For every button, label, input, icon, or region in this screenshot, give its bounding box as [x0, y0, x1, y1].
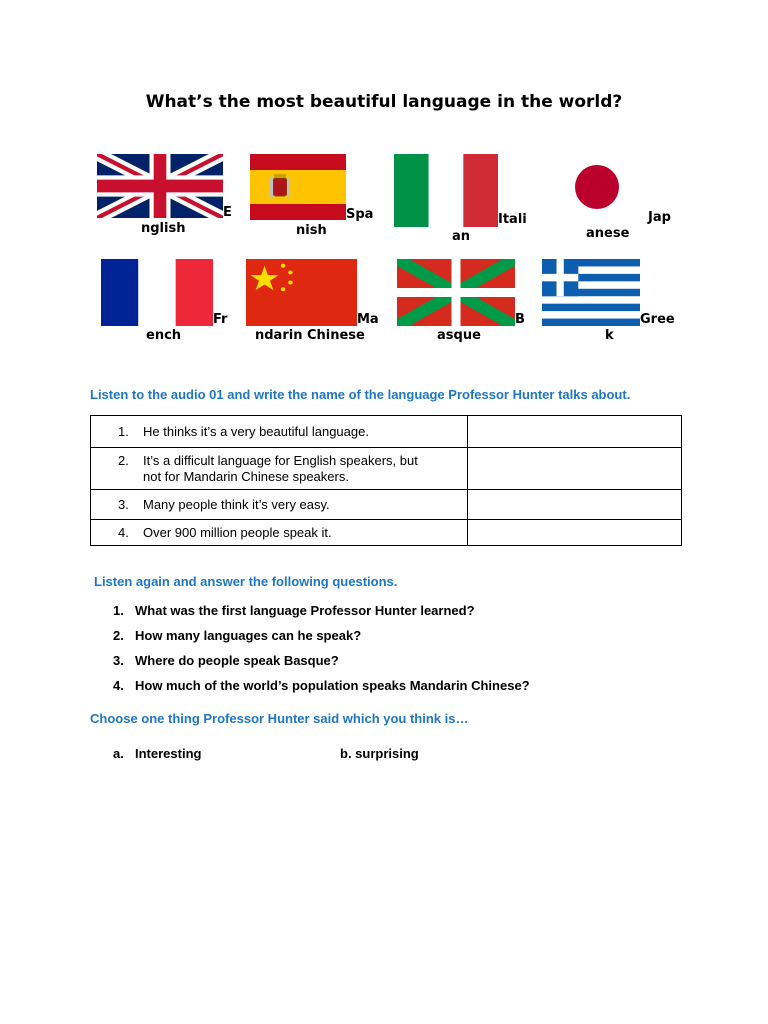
- statement-cell: [91, 448, 468, 490]
- flag-label-greek-b: k: [605, 328, 614, 343]
- question-number: 1.: [113, 603, 124, 618]
- question-number: 4.: [113, 678, 124, 693]
- option-a-letter: a.: [113, 746, 124, 761]
- question-list: [113, 603, 530, 703]
- list-item: [113, 653, 530, 678]
- flag-label-english-b: nglish: [141, 221, 186, 236]
- statement-text: Many people think it’s very easy.: [143, 496, 330, 512]
- china-flag-icon: [246, 259, 357, 326]
- language-table: [90, 415, 682, 546]
- table-row: [91, 448, 682, 490]
- row-number: 3.: [118, 496, 129, 512]
- page-title: What’s the most beautiful language in the world?: [145, 92, 623, 112]
- answer-cell[interactable]: [468, 448, 682, 490]
- italy-flag-icon: [394, 154, 498, 227]
- option-a-text: Interesting: [135, 746, 202, 761]
- option-b-text: b. surprising: [340, 746, 419, 761]
- list-item: [113, 678, 530, 703]
- list-item: [113, 603, 530, 628]
- statement-cell: [91, 520, 468, 546]
- flag-label-mandarin-b: ndarin Chinese: [255, 328, 365, 343]
- japan-flag-icon: [551, 154, 647, 218]
- basque-flag-icon: [397, 259, 515, 326]
- flag-label-french-b: ench: [146, 328, 182, 343]
- greece-flag-icon: [542, 259, 640, 326]
- flag-label-basque-b: asque: [437, 328, 481, 343]
- flag-label-spanish-a: Spa: [346, 207, 374, 222]
- answer-cell[interactable]: [468, 520, 682, 546]
- statement-cell: [91, 490, 468, 520]
- flag-label-basque-a: B: [515, 312, 525, 327]
- answer-cell[interactable]: [468, 416, 682, 448]
- flag-label-spanish-b: nish: [296, 223, 327, 238]
- table-row: [91, 520, 682, 546]
- statement-text: He thinks it’s a very beautiful language.: [143, 423, 369, 439]
- question-text: How much of the world’s population speaks Mandarin Chinese?: [135, 678, 530, 693]
- question-text: What was the first language Professor Hunter learned?: [135, 603, 475, 618]
- question-text: How many languages can he speak?: [135, 628, 362, 643]
- question-text: Where do people speak Basque?: [135, 653, 339, 668]
- section1-heading: Listen to the audio 01 and write the name of the language Professor Hunter talks about.: [90, 387, 631, 402]
- answer-cell[interactable]: [468, 490, 682, 520]
- row-number: 4.: [118, 524, 129, 540]
- statement-cell: [91, 416, 468, 448]
- statement-text: It’s a difficult language for English speakers, but not for Mandarin Chinese speakers.: [143, 452, 418, 484]
- row-number: 1.: [118, 423, 129, 439]
- row-number: 2.: [118, 453, 129, 468]
- flag-label-italian-b: an: [452, 229, 471, 244]
- flag-label-english-a: E: [223, 205, 232, 220]
- question-number: 3.: [113, 653, 124, 668]
- statement-text: Over 900 million people speak it.: [143, 524, 332, 540]
- flag-label-japanese-a: Jap: [648, 210, 671, 225]
- flag-label-italian-a: Itali: [498, 212, 527, 227]
- spain-flag-icon: [250, 154, 346, 220]
- table-row: [91, 490, 682, 520]
- table-row: [91, 416, 682, 448]
- section2-heading: Listen again and answer the following questions.: [94, 574, 398, 589]
- uk-flag-icon: [97, 154, 223, 218]
- question-number: 2.: [113, 628, 124, 643]
- section3-heading: Choose one thing Professor Hunter said which you think is…: [90, 711, 469, 726]
- flag-label-greek-a: Gree: [640, 312, 675, 327]
- flag-label-japanese-b: anese: [586, 226, 630, 241]
- france-flag-icon: [101, 259, 213, 326]
- flag-label-french-a: Fr: [213, 312, 228, 327]
- list-item: [113, 628, 530, 653]
- flag-label-mandarin-a: Ma: [357, 312, 379, 327]
